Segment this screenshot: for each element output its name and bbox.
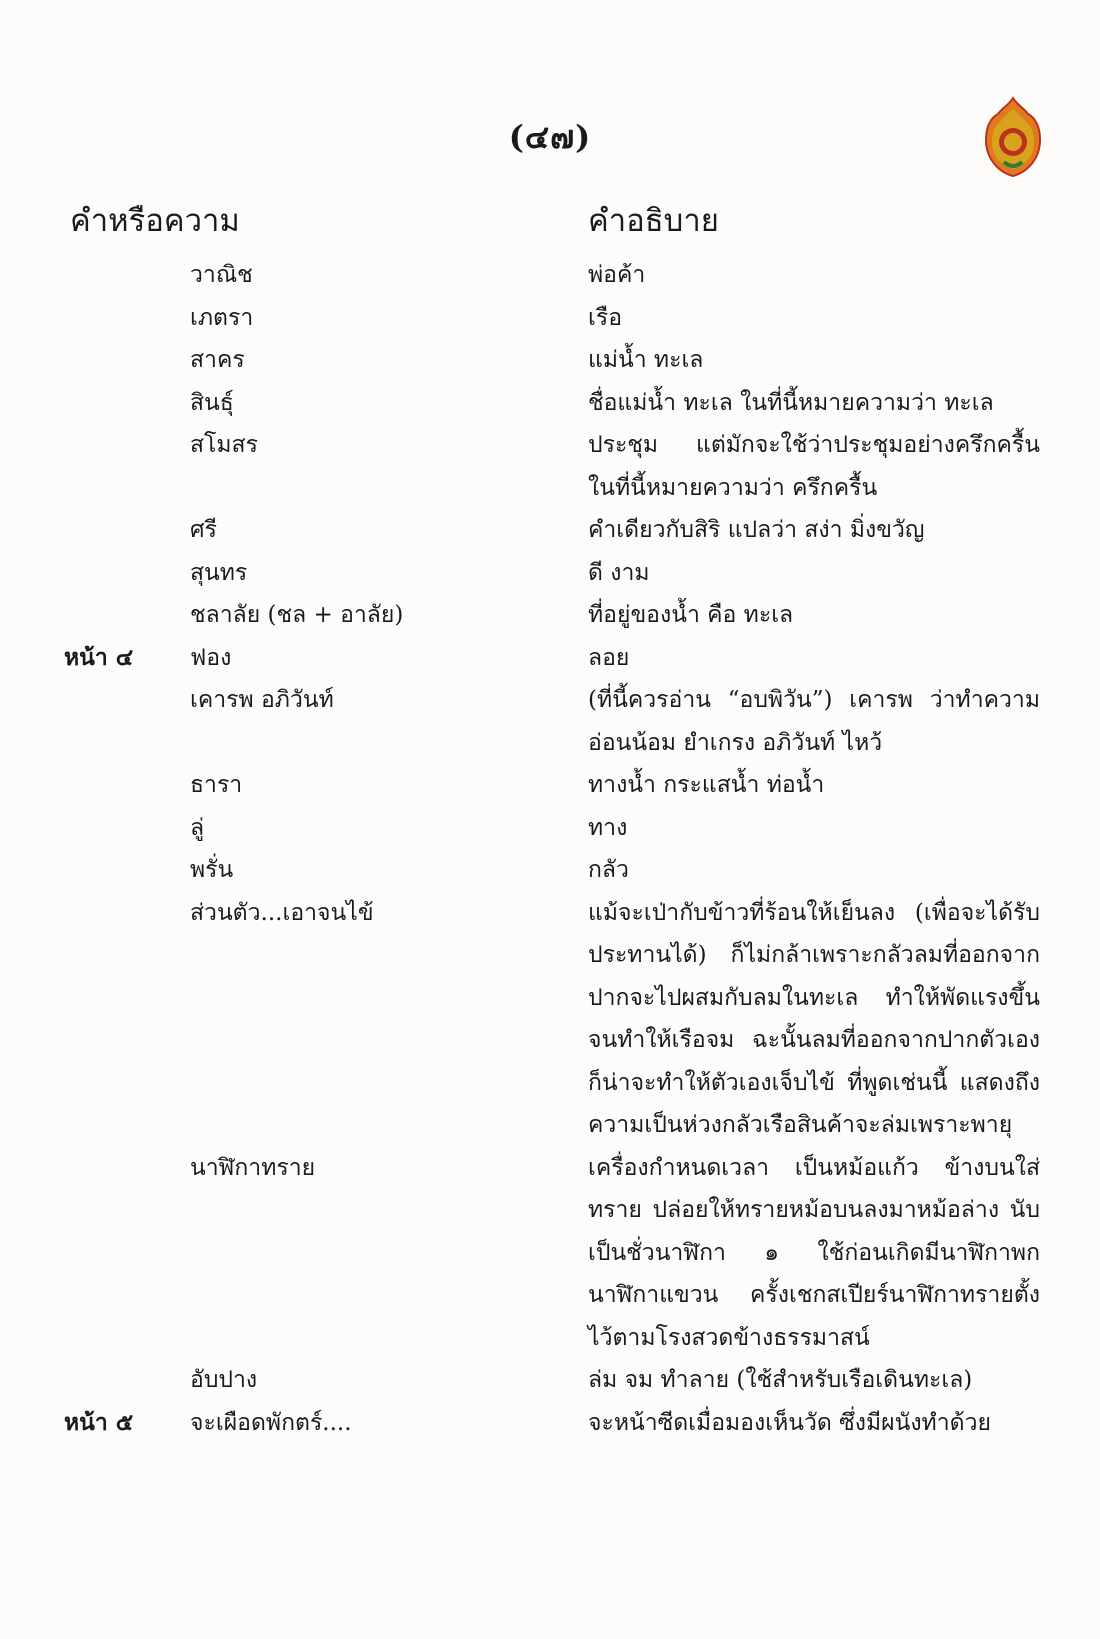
glossary-definition: จะหน้าซีดเมื่อมองเห็นวัด ซึ่งมีผนังทำด้วย xyxy=(588,1409,991,1436)
glossary-definition: ลอย xyxy=(588,644,630,671)
glossary-definition: พ่อค้า xyxy=(588,262,646,288)
glossary-definition: ล่ม จม ทำลาย (ใช้สำหรับเรือเดินทะเล) xyxy=(588,1367,973,1393)
term-column-header: คำหรือความ xyxy=(70,203,240,239)
glossary-entry xyxy=(0,424,1100,509)
glossary-definition: ทาง xyxy=(588,814,628,841)
glossary-entry xyxy=(0,679,1100,764)
glossary-term: เคารพ อภิวันท์ xyxy=(190,687,334,713)
glossary-entry xyxy=(0,552,1100,595)
ministry-emblem-icon xyxy=(982,96,1044,178)
glossary-definition: (ที่นี้ควรอ่าน “อบพิวัน”) เคารพ ว่าทำความอ่อนน้อม ยำเกรง อภิวันท์ ไหว้ xyxy=(588,687,1040,756)
page-reference: หน้า ๕ xyxy=(64,1408,134,1436)
glossary-term: ส่วนตัว...เอาจนไข้ xyxy=(190,899,374,926)
glossary-definition: เรือ xyxy=(588,304,623,331)
glossary-entry xyxy=(0,509,1100,552)
page-reference: หน้า ๔ xyxy=(64,643,134,671)
glossary-definition: ทางน้ำ กระแสน้ำ ท่อน้ำ xyxy=(588,772,825,798)
glossary-entry xyxy=(0,339,1100,382)
glossary-definition: ชื่อแม่น้ำ ทะเล ในที่นี้หมายความว่า ทะเล xyxy=(588,389,994,416)
glossary-entry xyxy=(0,1402,1100,1445)
glossary-term: ชลาลัย (ชล + อาลัย) xyxy=(190,602,404,628)
glossary-entry xyxy=(0,849,1100,892)
glossary-definition: กลัว xyxy=(588,857,629,883)
glossary-term: ศรี xyxy=(190,517,217,543)
glossary-term: ฟอง xyxy=(190,644,232,671)
glossary-definition: ดี งาม xyxy=(588,559,650,586)
glossary-term: สุนทร xyxy=(190,559,248,586)
glossary-list xyxy=(0,254,1100,1444)
glossary-term: ลู่ xyxy=(190,814,205,841)
glossary-definition: คำเดียวกับสิริ แปลว่า สง่า มิ่งขวัญ xyxy=(588,517,925,543)
glossary-entry xyxy=(0,254,1100,297)
glossary-term: จะเผือดพักตร์.... xyxy=(190,1409,352,1436)
glossary-definition: ประชุม แต่มักจะใช้ว่าประชุมอย่างครึกครื้น ในที่นี้หมายความว่า ครึกครื้น xyxy=(588,432,1040,501)
glossary-term: สาคร xyxy=(190,347,245,373)
glossary-entry xyxy=(0,637,1100,680)
definition-column-header: คำอธิบาย xyxy=(588,203,719,239)
glossary-term: สินธุ์ xyxy=(190,389,234,416)
glossary-term: เภตรา xyxy=(190,304,254,331)
glossary-entry xyxy=(0,297,1100,340)
glossary-term: ธารา xyxy=(190,772,243,798)
page-number: (๔๗) xyxy=(508,118,592,156)
glossary-term: สโมสร xyxy=(190,432,258,458)
glossary-entry xyxy=(0,764,1100,807)
glossary-term: พรั่น xyxy=(190,857,234,883)
glossary-term: วาณิช xyxy=(190,262,253,288)
glossary-term: อับปาง xyxy=(190,1367,258,1393)
glossary-definition: แม่น้ำ ทะเล xyxy=(588,347,704,373)
glossary-entry xyxy=(0,382,1100,425)
glossary-entry xyxy=(0,1359,1100,1402)
glossary-entry xyxy=(0,892,1100,1147)
glossary-entry xyxy=(0,807,1100,850)
glossary-definition: เครื่องกำหนดเวลา เป็นหม้อแก้ว ข้างบนใส่ทราย ปล่อยให้ทรายหม้อบนลงมาหม้อล่าง นับเป็นชั่วนาฬิกา ๑ ใช้ก่อนเกิดมีนาฬิกาพกนาฬิกาแขวน ครั้งเชกสเปียร์นาฬิกาทรายตั้งไว้ตามโรงสวดข้างธรรมาสน์ xyxy=(588,1154,1040,1351)
glossary-definition: แม้จะเป่ากับข้าวที่ร้อนให้เย็นลง (เพื่อจะได้รับประทานได้) ก็ไม่กล้าเพราะกลัวลมที่ออกจากปากจะไปผสมกับลมในทะเล ทำให้พัดแรงขึ้นจนทำให้เรือจม ฉะนั้นลมที่ออกจากปากตัวเองก็น่าจะทำให้ตัวเองเจ็บไข้ ที่พูดเช่นนี้ แสดงถึงความเป็นห่วงกลัวเรือสินค้าจะล่มเพราะพายุ xyxy=(588,899,1040,1138)
glossary-entry xyxy=(0,1147,1100,1360)
glossary-term: นาฬิกาทราย xyxy=(190,1154,316,1181)
glossary-entry xyxy=(0,594,1100,637)
glossary-definition: ที่อยู่ของน้ำ คือ ทะเล xyxy=(588,602,794,628)
